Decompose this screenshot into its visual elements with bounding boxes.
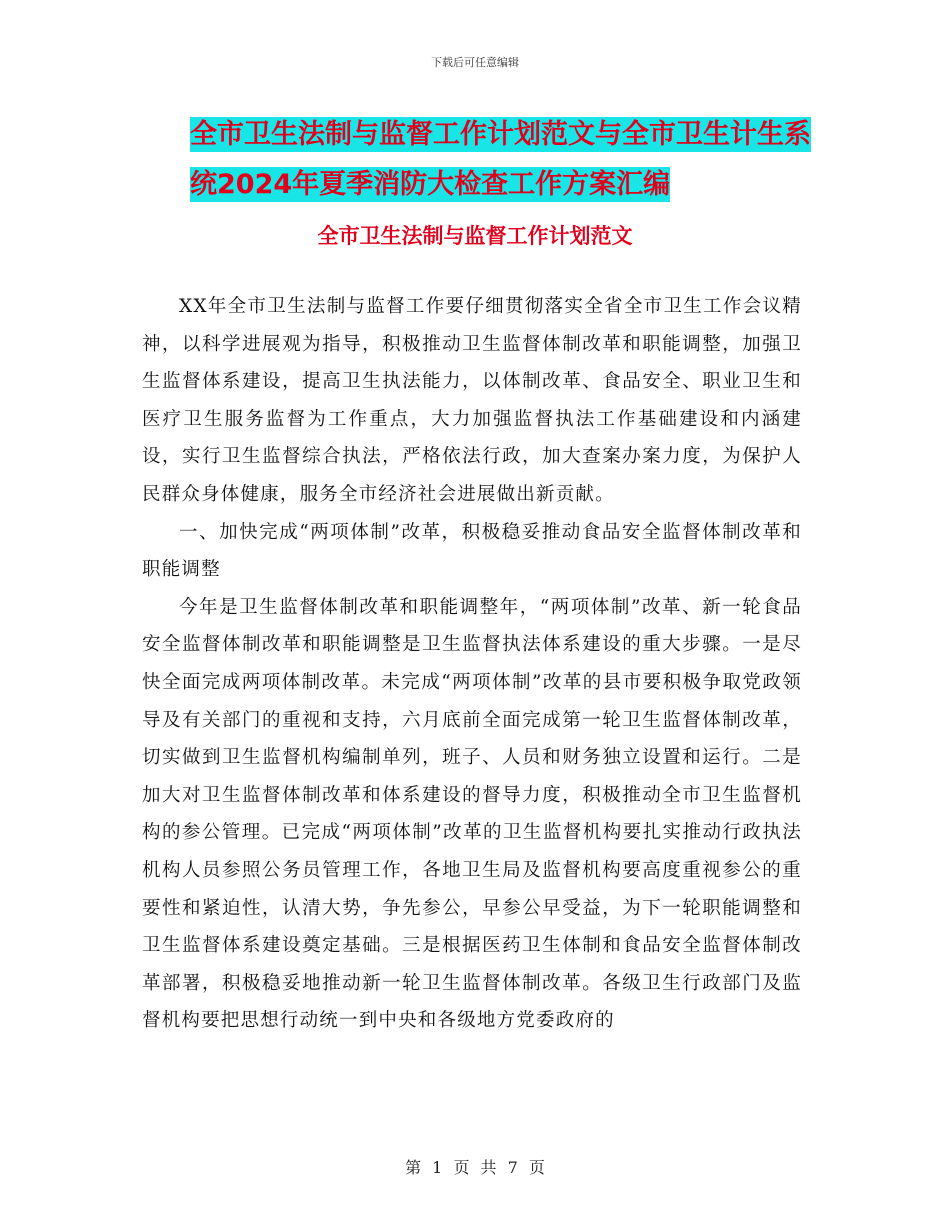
document-title <box>190 110 810 210</box>
header-note: 下载后可任意编辑 <box>431 56 519 69</box>
paragraph-intro: XX年全市卫生法制与监督工作要仔细贯彻落实全省全市卫生工作会议精神，以科学进展观为指导，积极推动卫生监督体制改革和职能调整，加强卫生监督体系建设，提高卫生执法能力，以体制改革、食品安全、职业卫生和医疗卫生服务监督为工作重点，大力加强监督执法工作基础建设和内涵建设，实行卫生监督综合执法，严格依法行政，加大查案办案力度，为保护人民群众身体健康，服务全市经济社会进展做出新贡献。 <box>142 296 802 505</box>
title-line-2-text: 统2024年夏季消防大检查工作方案汇编 <box>190 169 671 200</box>
title-line-2 <box>190 160 810 210</box>
section-title: 全市卫生法制与监督工作计划范文 <box>317 224 633 248</box>
paragraph-heading-1: 一、加快完成“两项体制”改革，积极稳妥推动食品安全监督体制改革和职能调整 <box>142 521 802 581</box>
title-line-1 <box>190 110 810 160</box>
page-footer: 第 1 页 共 7 页 <box>405 1158 545 1177</box>
paragraph-reform: 今年是卫生监督体制改革和职能调整年，“两项体制”改革、新一轮食品安全监督体制改革和职能调整是卫生监督执法体系建设的重大步骤。一是尽快全面完成两项体制改革。未完成“两项体制”改革的县市要积极争取党政领导及有关部门的重视和支持，六月底前全面完成第一轮卫生监督体制改革，切实做到卫生监督机构编制单列，班子、人员和财务独立设置和运行。二是加大对卫生监督体制改革和体系建设的督导力度，积极推动全市卫生监督机构的参公管理。已完成“两项体制”改革的卫生监督机构要扎实推动行政执法机构人员参照公务员管理工作，各地卫生局及监督机构要高度重视参公的重要性和紧迫性，认清大势，争先参公，早参公早受益，为下一轮职能调整和卫生监督体系建设奠定基础。三是根据医药卫生体制和食品安全监督体制改革部署，积极稳妥地推动新一轮卫生监督体制改革。各级卫生行政部门及监督机构要把思想行动统一到中央和各级地方党委政府的 <box>142 596 802 1032</box>
document-body <box>142 288 802 1040</box>
title-line-1-text: 全市卫生法制与监督工作计划范文与全市卫生计生系 <box>190 119 811 150</box>
